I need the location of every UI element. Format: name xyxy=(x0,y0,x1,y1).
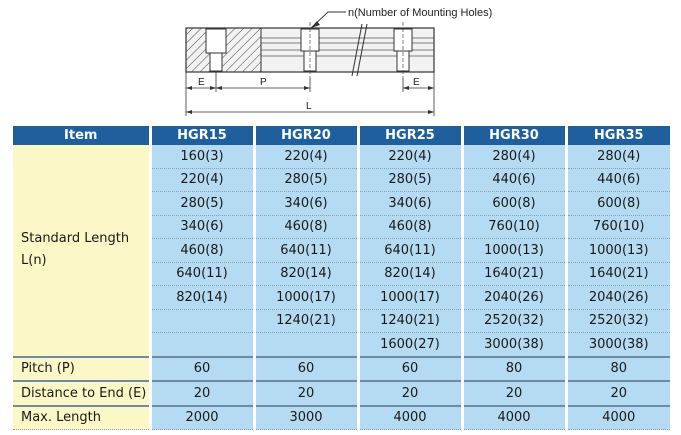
pitch-row xyxy=(13,357,670,382)
dim-e-right: E xyxy=(413,77,420,88)
table-cell: 440(6) xyxy=(462,168,566,192)
table-cell: 280(5) xyxy=(254,168,358,192)
mounting-holes-label: n(Number of Mounting Holes) xyxy=(348,7,493,19)
table-cell: 20 xyxy=(358,381,462,406)
table-cell: 80 xyxy=(566,357,670,382)
table-cell: 220(4) xyxy=(150,168,254,192)
table-cell: 460(8) xyxy=(254,215,358,239)
table-cell: 4000 xyxy=(462,406,566,430)
table-cell: 280(5) xyxy=(150,192,254,216)
table-cell: 3000 xyxy=(254,406,358,430)
table-cell: 80 xyxy=(462,357,566,382)
header-hgr35: HGR35 xyxy=(566,126,670,145)
table-cell: 1600(27) xyxy=(358,333,462,357)
standard-length-label-line1: Standard Length xyxy=(21,231,130,247)
table-cell: 3000(38) xyxy=(462,333,566,357)
max-length-label: Max. Length xyxy=(13,406,150,430)
header-item: Item xyxy=(13,126,150,145)
table-cell: 460(8) xyxy=(358,215,462,239)
dim-p: P xyxy=(260,77,267,88)
table-cell: 60 xyxy=(254,357,358,382)
table-cell: 2000 xyxy=(150,406,254,430)
table-cell: 1000(17) xyxy=(358,286,462,310)
table-cell: 20 xyxy=(254,381,358,406)
distance-to-end-row xyxy=(13,381,670,406)
dim-e-left: E xyxy=(198,77,205,88)
table-cell: 340(6) xyxy=(358,192,462,216)
table-cell: 1640(21) xyxy=(566,262,670,286)
max-length-row xyxy=(13,406,670,430)
table-cell: 760(10) xyxy=(462,215,566,239)
table-cell: 1000(13) xyxy=(566,239,670,263)
standard-length-label-line2: L(n) xyxy=(21,253,47,269)
table-cell: 4000 xyxy=(358,406,462,430)
hgr-rail-length-table xyxy=(13,126,670,430)
distance-to-end-label: Distance to End (E) xyxy=(13,381,150,406)
pitch-label: Pitch (P) xyxy=(13,357,150,382)
table-cell: 160(3) xyxy=(150,145,254,168)
table-cell: 1640(21) xyxy=(462,262,566,286)
table-cell: 60 xyxy=(358,357,462,382)
table-cell: 820(14) xyxy=(150,286,254,310)
table-cell: 2040(26) xyxy=(462,286,566,310)
header-hgr20: HGR20 xyxy=(254,126,358,145)
table-cell xyxy=(254,333,358,357)
header-hgr25: HGR25 xyxy=(358,126,462,145)
table-cell: 600(8) xyxy=(566,192,670,216)
table-cell: 640(11) xyxy=(358,239,462,263)
table-cell: 60 xyxy=(150,357,254,382)
table-cell: 340(6) xyxy=(150,215,254,239)
table-cell: 760(10) xyxy=(566,215,670,239)
table-cell: 280(5) xyxy=(358,168,462,192)
table-cell: 20 xyxy=(566,381,670,406)
table-cell: 600(8) xyxy=(462,192,566,216)
table-cell: 640(11) xyxy=(254,239,358,263)
table-cell: 4000 xyxy=(566,406,670,430)
rail-dimension-diagram xyxy=(0,0,681,122)
table-cell: 2520(32) xyxy=(566,309,670,333)
table-cell: 340(6) xyxy=(254,192,358,216)
table-header-row xyxy=(13,126,670,145)
table-cell: 640(11) xyxy=(150,262,254,286)
table-cell: 20 xyxy=(462,381,566,406)
table-cell: 3000(38) xyxy=(566,333,670,357)
table-cell: 460(8) xyxy=(150,239,254,263)
table-cell: 440(6) xyxy=(566,168,670,192)
table-cell xyxy=(150,309,254,333)
table-row xyxy=(13,145,670,168)
table-cell xyxy=(150,333,254,357)
dim-l: L xyxy=(306,101,312,112)
table-cell: 1000(17) xyxy=(254,286,358,310)
table-cell: 280(4) xyxy=(462,145,566,168)
header-hgr15: HGR15 xyxy=(150,126,254,145)
table-cell: 220(4) xyxy=(358,145,462,168)
table-cell: 1240(21) xyxy=(254,309,358,333)
header-hgr30: HGR30 xyxy=(462,126,566,145)
standard-length-label xyxy=(13,145,150,357)
table-cell: 2040(26) xyxy=(566,286,670,310)
table-cell: 220(4) xyxy=(254,145,358,168)
table-cell: 820(14) xyxy=(254,262,358,286)
mounting-hole-section xyxy=(206,29,226,53)
table-cell: 820(14) xyxy=(358,262,462,286)
table-cell: 280(4) xyxy=(566,145,670,168)
table-cell: 2520(32) xyxy=(462,309,566,333)
table-cell: 1000(13) xyxy=(462,239,566,263)
table-cell: 1240(21) xyxy=(358,309,462,333)
table-cell: 20 xyxy=(150,381,254,406)
